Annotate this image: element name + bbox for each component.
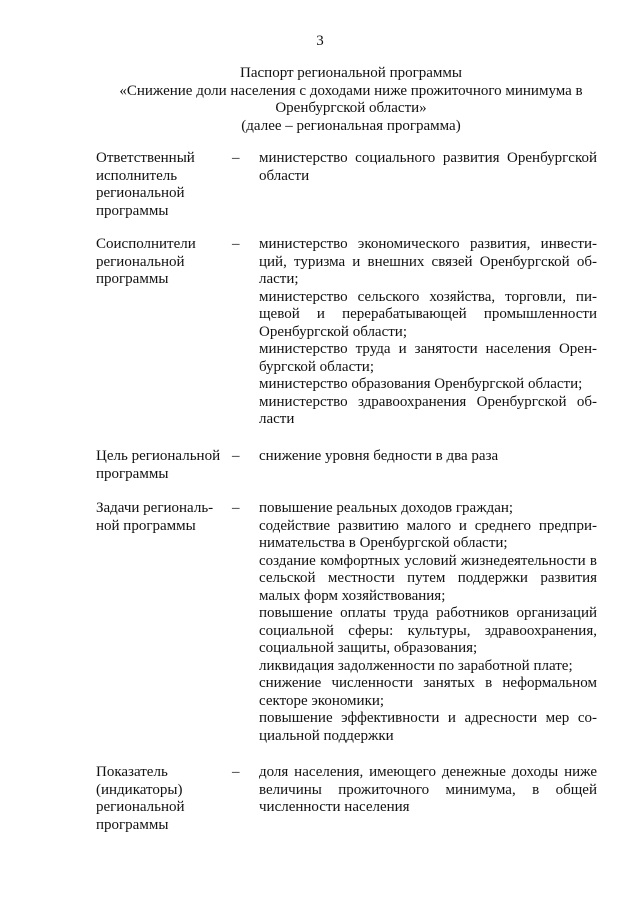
content-item: снижение уровня бедности в два раза	[259, 448, 499, 464]
row-label: Ответственный исполнитель региональной программы	[96, 150, 195, 219]
row-label: Задачи региональной программы	[96, 500, 214, 534]
content-item: повышение оплаты труда работников организаций социальной сферы: культуры, здравоохранения, социальной защиты, образования;	[259, 605, 597, 656]
content-item: министерство образования Оренбургской области;	[259, 376, 583, 392]
row-label: Соисполнители региональной программы	[96, 236, 196, 287]
row-content	[259, 236, 597, 429]
row-content	[259, 500, 597, 745]
row-label: Показатель (индикаторы) региональной программы	[96, 764, 185, 833]
content-item: содействие развитию малого и среднего предпринимательства в Оренбургской области;	[259, 517, 597, 551]
content-item: министерство сельского хозяйства, торговли, пищевой и перерабатывающей промышленности Оренбургской области;	[259, 288, 597, 340]
title-line-3: Оренбургской области»	[275, 100, 427, 116]
content-item: повышение эффективности и адресности мер социальной поддержки	[259, 710, 597, 744]
content-item: снижение численности занятых в неформальном секторе экономики;	[259, 675, 597, 709]
row-dash: –	[232, 448, 240, 464]
passport-title	[96, 65, 606, 135]
row-dash: –	[232, 150, 240, 166]
title-line-1: Паспорт региональной программы	[240, 65, 462, 81]
content-item: доля населения, имеющего денежные доходы ниже величины прожиточного минимума, в общей численности населения	[259, 764, 597, 815]
content-item: министерство социального развития Оренбургской области	[259, 150, 597, 184]
row-content	[259, 448, 597, 466]
content-item: министерство экономического развития, инвестиций, туризма и внешних связей Оренбургской области;	[259, 236, 597, 287]
row-content	[259, 150, 597, 185]
page-number: 3	[316, 33, 324, 49]
content-item: ликвидация задолженности по заработной плате;	[259, 657, 573, 674]
content-item: создание комфортных условий жизнедеятельности в сельской местности путем поддержки развития малых форм хозяйствования;	[259, 552, 597, 604]
content-item: повышение реальных доходов граждан;	[259, 500, 514, 516]
content-item: министерство здравоохранения Оренбургской области	[259, 393, 597, 427]
row-dash: –	[232, 764, 240, 780]
row-dash: –	[232, 236, 240, 252]
row-dash: –	[232, 500, 240, 516]
row-label: Цель региональной программы	[96, 448, 221, 482]
content-item: министерство труда и занятости населения Оренбургской области;	[259, 341, 597, 375]
row-content	[259, 764, 597, 817]
title-line-4: (далее – региональная программа)	[241, 117, 461, 134]
title-line-2: «Снижение доли населения с доходами ниже прожиточного минимума в	[119, 82, 583, 99]
